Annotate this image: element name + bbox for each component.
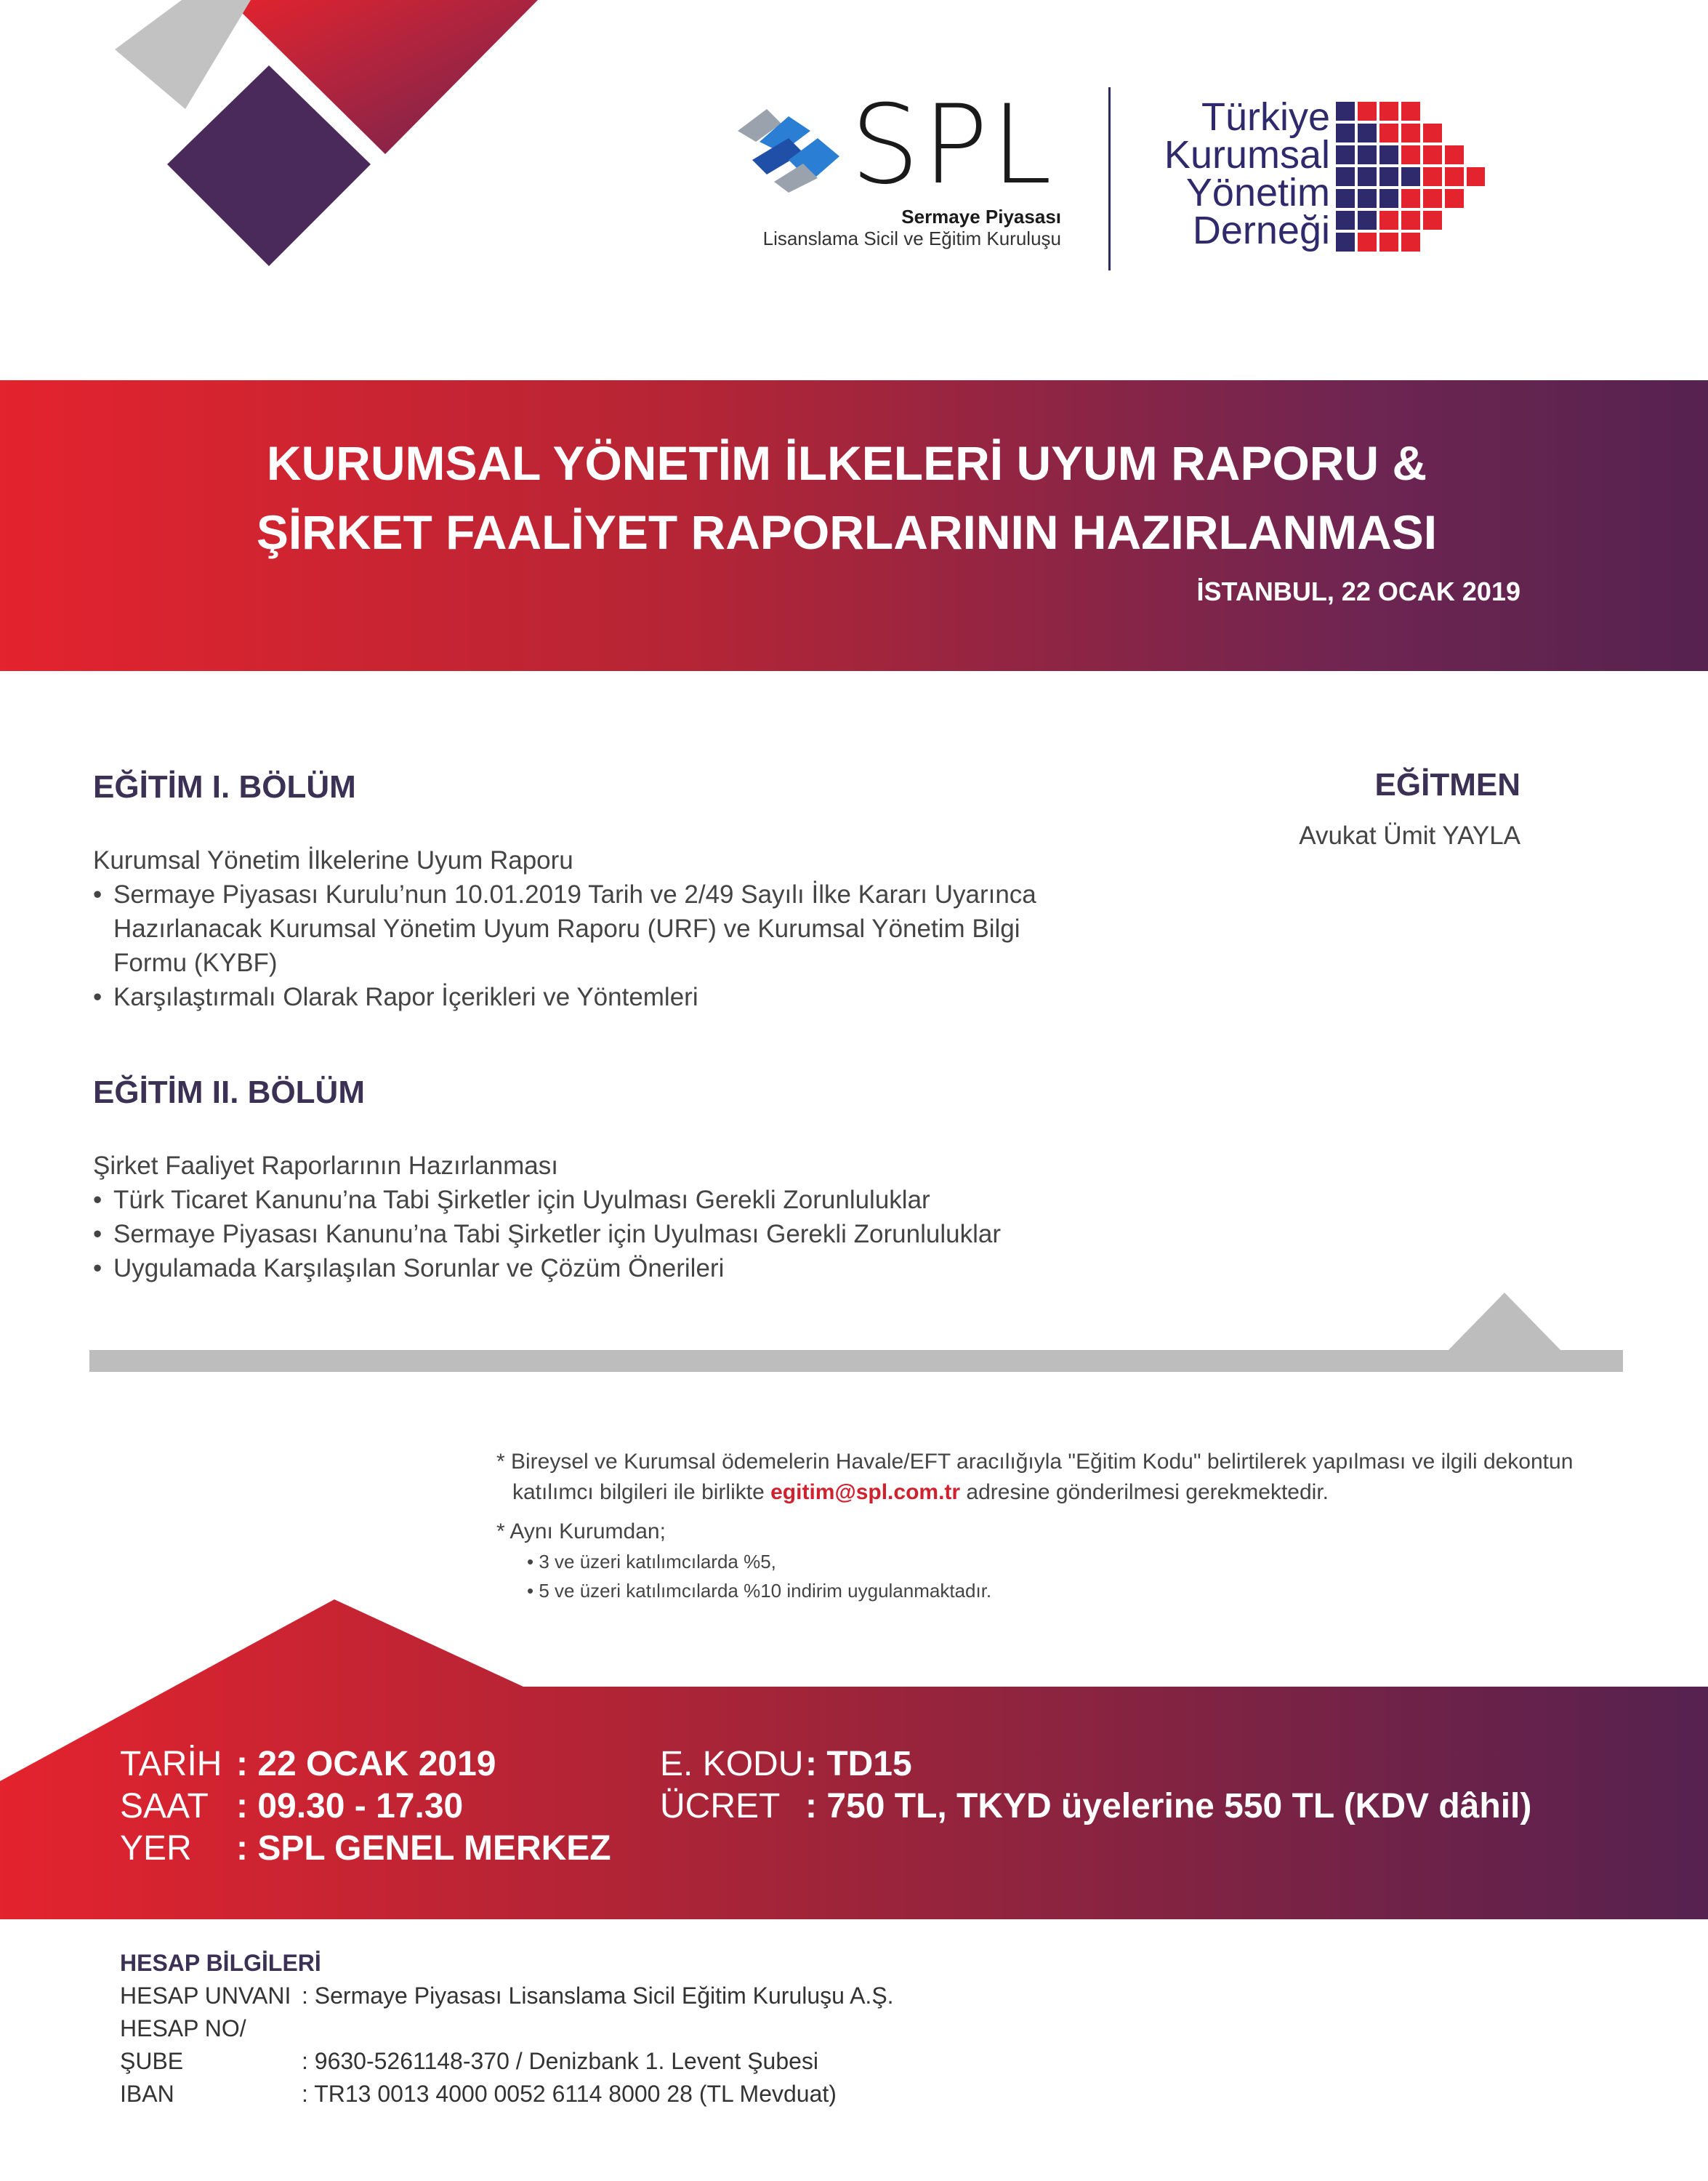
tkyd-logo-icon bbox=[1336, 102, 1485, 254]
account-row: HESAP NO/ŞUBE : 9630-5261148-370 / Denizbank 1. Levent Şubesi bbox=[120, 2015, 819, 2074]
tkyd-logo-cell bbox=[1358, 124, 1377, 142]
location-value: : SPL GENEL MERKEZ bbox=[236, 1829, 611, 1868]
section-2-body bbox=[93, 1149, 1183, 1285]
event-details-left bbox=[120, 1743, 611, 1870]
tkyd-logo-cell bbox=[1445, 189, 1464, 208]
tkyd-logo-cell bbox=[1336, 211, 1355, 230]
tkyd-logo-cell bbox=[1379, 189, 1398, 208]
account-row: IBAN : TR13 0013 4000 0052 6114 8000 28 (TL Mevduat) bbox=[120, 2081, 837, 2107]
title-line-1: KURUMSAL YÖNETİM İLKELERİ UYUM RAPORU & bbox=[266, 436, 1427, 490]
note-line bbox=[496, 1477, 1573, 1508]
tkyd-logo-cell bbox=[1423, 167, 1442, 186]
grey-diamond-shape bbox=[115, 0, 251, 109]
tkyd-logo-cell bbox=[1401, 102, 1420, 121]
spl-logo-subtitle: Sermaye Piyasası bbox=[901, 206, 1061, 228]
event-details-right bbox=[660, 1743, 1531, 1828]
note-text: katılımcı bilgileri ile birlikte bbox=[512, 1480, 765, 1504]
tkyd-logo-cell bbox=[1336, 124, 1355, 142]
spl-logo-icon bbox=[730, 102, 847, 196]
email-link[interactable]: egitim@spl.com.tr bbox=[770, 1480, 961, 1504]
section-1-heading: EĞİTİM I. BÖLÜM bbox=[93, 769, 356, 805]
page-title bbox=[0, 429, 1693, 567]
list-item: • 3 ve üzeri katılımcılarda %5, bbox=[527, 1551, 776, 1573]
date-label: TARİH bbox=[120, 1745, 222, 1783]
tkyd-logo-cell bbox=[1336, 145, 1355, 164]
tkyd-logo-cell bbox=[1445, 145, 1464, 164]
logo-divider bbox=[1108, 87, 1111, 270]
tkyd-logo-cell bbox=[1336, 167, 1355, 186]
trainer-heading: EĞİTMEN bbox=[1374, 767, 1520, 803]
tkyd-logo-cell bbox=[1423, 189, 1442, 208]
tkyd-logo-cell bbox=[1401, 189, 1420, 208]
event-location-date: İSTANBUL, 22 OCAK 2019 bbox=[1196, 577, 1520, 606]
code-label: E. KODU bbox=[660, 1745, 804, 1783]
section-1-intro: Kurumsal Yönetim İlkelerine Uyum Raporu bbox=[93, 846, 573, 875]
note-line: * Bireysel ve Kurumsal ödemelerin Havale/EFT aracılığıyla "Eğitim Kodu" belirtilerek yapılması ve ilgili dekontun bbox=[496, 1450, 1574, 1474]
tkyd-logo-cell bbox=[1336, 233, 1355, 252]
note-text: adresine gönderilmesi gerekmektedir. bbox=[966, 1480, 1329, 1504]
list-item: • Türk Ticaret Kanunu’na Tabi Şirketler için Uyulması Gerekli Zorunluluklar bbox=[93, 1183, 1183, 1217]
tkyd-logo-cell bbox=[1379, 167, 1398, 186]
note-line: * Aynı Kurumdan; bbox=[496, 1519, 666, 1543]
tkyd-logo-cell bbox=[1379, 124, 1398, 142]
list-item: • Sermaye Piyasası Kurulu’nun 10.01.2019 Tarih ve 2/49 Sayılı İlke Kararı Uyarınca Hazırlanacak Kurumsal Yönetim Uyum Raporu (URF) ve Kurumsal Yönetim Bilgi Formu (KYBF) bbox=[93, 877, 1096, 980]
section-divider-bar bbox=[89, 1350, 1623, 1372]
tkyd-logo-cell bbox=[1358, 189, 1377, 208]
tkyd-logo-cell bbox=[1358, 145, 1377, 164]
tkyd-logo-cell bbox=[1401, 167, 1420, 186]
fee-label: ÜCRET bbox=[660, 1787, 781, 1825]
code-value: : TD15 bbox=[805, 1745, 912, 1783]
tkyd-logo-cell bbox=[1358, 233, 1377, 252]
divider-triangle-shape bbox=[1446, 1293, 1563, 1352]
section-2-intro: Şirket Faaliyet Raporlarının Hazırlanması bbox=[93, 1152, 558, 1180]
tkyd-line-4: Derneği bbox=[1192, 209, 1330, 252]
account-info bbox=[120, 1947, 894, 2110]
tkyd-logo-cell bbox=[1358, 167, 1377, 186]
account-heading: HESAP BİLGİLERİ bbox=[120, 1950, 321, 1976]
list-item: • Sermaye Piyasası Kanunu’na Tabi Şirketler için Uyulması Gerekli Zorunluluklar bbox=[93, 1217, 1183, 1251]
fee-value: : 750 TL, TKYD üyelerine 550 TL (KDV dâhil) bbox=[805, 1787, 1532, 1825]
location-label: YER bbox=[120, 1829, 192, 1868]
tkyd-logo-cell bbox=[1401, 145, 1420, 164]
tkyd-logo-cell bbox=[1358, 211, 1377, 230]
tkyd-logo-cell bbox=[1336, 189, 1355, 208]
account-row: HESAP UNVANI : Sermaye Piyasası Lisanslama Sicil Eğitim Kuruluşu A.Ş. bbox=[120, 1983, 894, 2009]
tkyd-line-3: Yönetim bbox=[1185, 171, 1330, 214]
list-item: • 5 ve üzeri katılımcılarda %10 indirim uygulanmaktadır. bbox=[527, 1580, 992, 1602]
list-item: • Uygulamada Karşılaşılan Sorunlar ve Çözüm Önerileri bbox=[93, 1251, 1183, 1285]
tkyd-logo-cell bbox=[1401, 211, 1420, 230]
title-line-2: ŞİRKET FAALİYET RAPORLARININ HAZIRLANMASI bbox=[256, 505, 1438, 559]
date-value: : 22 OCAK 2019 bbox=[236, 1745, 496, 1783]
tkyd-logo-cell bbox=[1401, 124, 1420, 142]
tkyd-logo-cell bbox=[1379, 145, 1398, 164]
tkyd-logo-cell bbox=[1401, 233, 1420, 252]
trainer-name: Avukat Ümit YAYLA bbox=[1299, 822, 1520, 850]
section-2-heading: EĞİTİM II. BÖLÜM bbox=[93, 1075, 365, 1110]
tkyd-logo-cell bbox=[1336, 102, 1355, 121]
tkyd-logo-cell bbox=[1379, 233, 1398, 252]
tkyd-logo-cell bbox=[1423, 124, 1442, 142]
tkyd-line-2: Kurumsal bbox=[1164, 133, 1330, 177]
payment-notes bbox=[496, 1447, 1573, 1605]
spl-logo-tagline: Lisanslama Sicil ve Eğitim Kuruluşu bbox=[762, 228, 1061, 249]
header-decoration bbox=[0, 0, 581, 276]
spl-logo-text: SPL bbox=[850, 82, 1055, 209]
tkyd-logo-cell bbox=[1445, 167, 1464, 186]
tkyd-logo-text bbox=[1152, 95, 1330, 252]
time-value: : 09.30 - 17.30 bbox=[236, 1787, 464, 1825]
section-1-body bbox=[93, 843, 1096, 1014]
discount-list bbox=[527, 1547, 1573, 1605]
tkyd-logo-cell bbox=[1379, 211, 1398, 230]
tkyd-logo-cell bbox=[1358, 102, 1377, 121]
tkyd-line-1: Türkiye bbox=[1201, 95, 1330, 139]
list-item: • Karşılaştırmalı Olarak Rapor İçerikleri ve Yöntemleri bbox=[93, 980, 1096, 1014]
tkyd-logo-cell bbox=[1423, 145, 1442, 164]
time-label: SAAT bbox=[120, 1787, 209, 1825]
tkyd-logo-cell bbox=[1423, 211, 1442, 230]
tkyd-logo-cell bbox=[1379, 102, 1398, 121]
tkyd-logo-cell bbox=[1467, 167, 1485, 186]
